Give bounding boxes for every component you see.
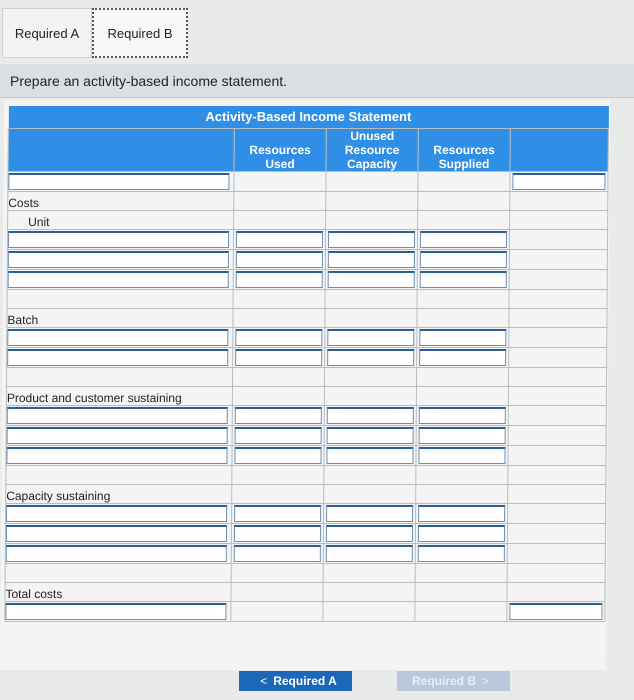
- unit-cost-label-input-3[interactable]: [8, 271, 229, 288]
- batch-unused-input-1[interactable]: [327, 329, 414, 346]
- unit-unused-input-2[interactable]: [328, 251, 415, 268]
- capacity-supplied-input-1[interactable]: [418, 505, 505, 522]
- income-statement-sheet: [0, 100, 610, 670]
- unit-used-input-1[interactable]: [236, 231, 323, 248]
- unit-supplied-input-1[interactable]: [420, 231, 507, 248]
- table-row: [6, 367, 606, 386]
- product-cost-label-input-3[interactable]: [6, 447, 227, 464]
- product-supplied-input-2[interactable]: [418, 427, 505, 444]
- final-amount-input[interactable]: [509, 603, 602, 620]
- capacity-used-input-1[interactable]: [234, 505, 321, 522]
- chevron-left-icon: <: [260, 674, 268, 688]
- batch-used-input-2[interactable]: [235, 349, 322, 366]
- batch-supplied-input-2[interactable]: [419, 349, 506, 366]
- product-unused-input-3[interactable]: [326, 447, 413, 464]
- statement-title: Activity-Based Income Statement: [8, 106, 608, 128]
- revenue-amount-cell[interactable]: [510, 171, 608, 191]
- tab-required-b[interactable]: Required B: [92, 8, 188, 58]
- table-row: [5, 543, 605, 563]
- costs-label: Costs: [8, 191, 234, 210]
- previous-required-label: Required A: [273, 674, 337, 688]
- table-row: [7, 229, 607, 249]
- unit-used-input-2[interactable]: [236, 251, 323, 268]
- instruction-text: Prepare an activity-based income statement.: [10, 72, 288, 89]
- previous-required-button[interactable]: [239, 671, 352, 691]
- capacity-used-input-3[interactable]: [234, 545, 321, 562]
- table-row: [5, 601, 605, 621]
- table-row: [7, 269, 607, 289]
- table-row: [7, 327, 607, 347]
- revenue-label-cell[interactable]: [8, 171, 234, 191]
- header-blank: [8, 128, 234, 171]
- table-row: [6, 405, 606, 425]
- product-used-input-3[interactable]: [234, 447, 321, 464]
- unit-cost-label-input-2[interactable]: [8, 251, 229, 268]
- header-blank-right: [510, 128, 608, 171]
- batch-cost-label-input-1[interactable]: [7, 329, 228, 346]
- column-header-resources-supplied: Resources Supplied: [418, 128, 510, 171]
- capacity-unused-input-1[interactable]: [326, 505, 413, 522]
- product-supplied-input-1[interactable]: [419, 407, 506, 424]
- revenue-amount-input[interactable]: [512, 173, 605, 190]
- batch-cost-label-input-2[interactable]: [7, 349, 228, 366]
- capacity-unused-input-2[interactable]: [326, 525, 413, 542]
- table-row: [6, 445, 606, 465]
- capacity-unused-input-3[interactable]: [326, 545, 413, 562]
- column-header-unused-capacity: Unused Resource Capacity: [326, 128, 418, 171]
- tab-required-a[interactable]: Required A: [2, 8, 92, 58]
- product-customer-label: Product and customer sustaining: [6, 386, 232, 405]
- capacity-cost-label-input-1[interactable]: [6, 505, 227, 522]
- next-required-button[interactable]: [397, 671, 510, 691]
- table-row: [7, 347, 607, 367]
- product-unused-input-1[interactable]: [327, 407, 414, 424]
- table-row: [6, 503, 606, 523]
- batch-label: Batch: [7, 308, 233, 327]
- revenue-unused-cell: [326, 171, 418, 191]
- revenue-label-input[interactable]: [8, 173, 229, 190]
- column-header-resources-used: Resources Used: [234, 128, 326, 171]
- batch-used-input-1[interactable]: [235, 329, 322, 346]
- next-required-label: Required B: [411, 674, 476, 688]
- chevron-right-icon: >: [482, 674, 490, 688]
- table-row: [6, 425, 606, 445]
- table-row: [7, 289, 607, 308]
- product-cost-label-input-2[interactable]: [7, 427, 228, 444]
- unit-unused-input-3[interactable]: [327, 271, 414, 288]
- unit-cost-label-input-1[interactable]: [8, 231, 229, 248]
- product-supplied-input-3[interactable]: [418, 447, 505, 464]
- instruction-bar: [0, 64, 634, 98]
- table-row: [7, 249, 607, 269]
- income-statement-table: [4, 106, 609, 622]
- table-row: [6, 465, 606, 484]
- batch-supplied-input-1[interactable]: [419, 329, 506, 346]
- capacity-cost-label-input-2[interactable]: [6, 525, 227, 542]
- capacity-used-input-2[interactable]: [234, 525, 321, 542]
- capacity-cost-label-input-3[interactable]: [6, 545, 227, 562]
- unit-unused-input-1[interactable]: [328, 231, 415, 248]
- unit-supplied-input-2[interactable]: [420, 251, 507, 268]
- table-row: [5, 563, 605, 582]
- final-label-input[interactable]: [5, 603, 226, 620]
- capacity-sustaining-label: Capacity sustaining: [6, 484, 232, 503]
- unit-label: Unit: [8, 210, 234, 229]
- unit-used-input-3[interactable]: [235, 271, 322, 288]
- product-used-input-1[interactable]: [235, 407, 322, 424]
- table-row: [5, 523, 605, 543]
- batch-unused-input-2[interactable]: [327, 349, 414, 366]
- revenue-supplied-cell: [418, 171, 510, 191]
- product-cost-label-input-1[interactable]: [7, 407, 228, 424]
- unit-supplied-input-3[interactable]: [419, 271, 506, 288]
- capacity-supplied-input-3[interactable]: [418, 545, 505, 562]
- capacity-supplied-input-2[interactable]: [418, 525, 505, 542]
- tab-bar: [0, 8, 634, 60]
- product-used-input-2[interactable]: [234, 427, 321, 444]
- revenue-resources-used-cell: [234, 171, 326, 191]
- total-costs-label: Total costs: [5, 582, 231, 601]
- product-unused-input-2[interactable]: [326, 427, 413, 444]
